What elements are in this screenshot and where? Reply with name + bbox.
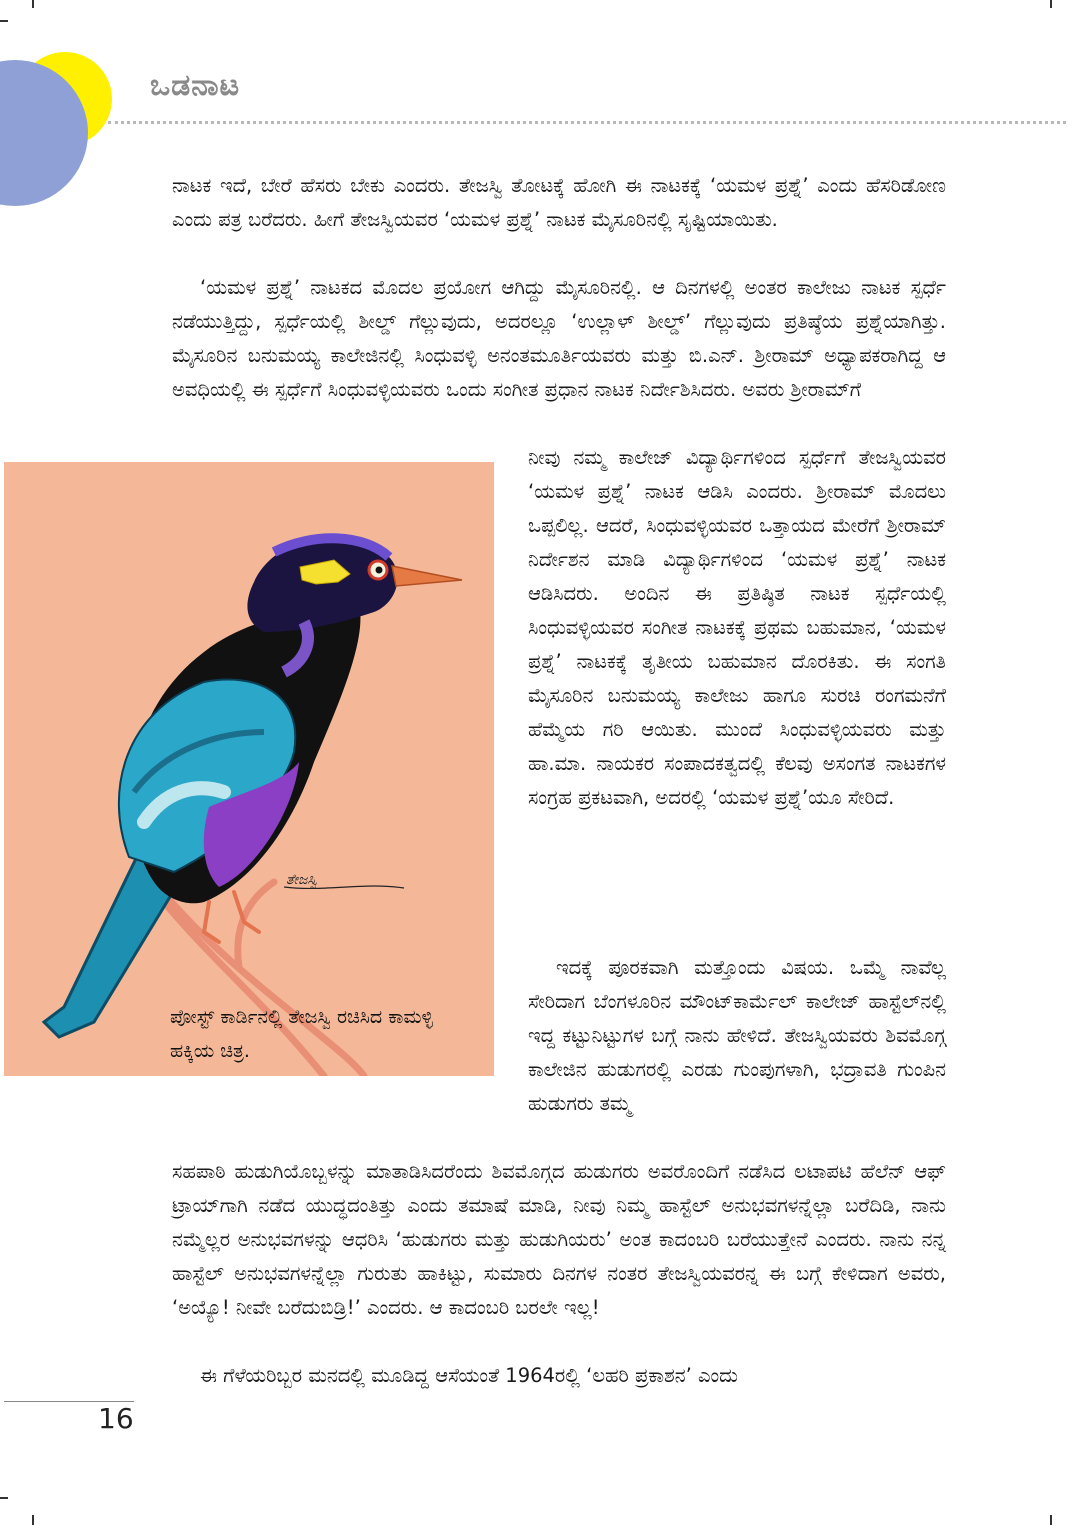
bird-painting [4,462,494,1076]
paragraph-2: ‘ಯಮಳ ಪ್ರಶ್ನೆ’ ನಾಟಕದ ಮೊದಲ ಪ್ರಯೋಗ ಆಗಿದ್ದು ಮೈಸೂರಿನಲ್ಲಿ. ಆ ದಿನಗಳಲ್ಲಿ ಅಂತರ ಕಾಲೇಜು ನಾಟಕ ಸ್ಪರ್ಧೆ ನಡೆಯುತ್ತಿದ್ದು, ಸ್ಪರ್ಧೆಯಲ್ಲಿ ಶೀಲ್ಡ್ ಗೆಲ್ಲುವುದು, ಅದರಲ್ಲೂ ‘ಉಲ್ಲಾಳ್ ಶೀಲ್ಡ್’ ಗೆಲ್ಲುವುದು ಪ್ರತಿಷ್ಠೆಯ ಪ್ರಶ್ನೆಯಾಗಿತ್ತು. ಮೈಸೂರಿನ ಬನುಮಯ್ಯ ಕಾಲೇಜಿನಲ್ಲಿ ಸಿಂಧುವಳ್ಳಿ ಅನಂತಮೂರ್ತಿಯವರು ಮತ್ತು ಬಿ.ಎನ್. ಶ್ರೀರಾಮ್ ಅಧ್ಯಾಪಕರಾಗಿದ್ದ ಆ ಅವಧಿಯಲ್ಲಿ ಈ ಸ್ಪರ್ಧೆಗೆ ಸಿಂಧುವಳ್ಳಿಯವರು ಒಂದು ಸಂಗೀತ ಪ್ರಧಾನ ನಾಟಕ ನಿರ್ದೇಶಿಸಿದರು. ಅವರು ಶ್ರೀರಾಮ್‌ಗೆ [172,276,946,401]
page-header-title: ಒಡನಾಟ [150,68,241,103]
paragraph-1: ನಾಟಕ ಇದೆ, ಬೇರೆ ಹೆಸರು ಬೇಕು ಎಂದರು. ತೇಜಸ್ವಿ ತೋಟಕ್ಕೆ ಹೋಗಿ ಈ ನಾಟಕಕ್ಕೆ ‘ಯಮಳ ಪ್ರಶ್ನೆ’ ಎಂದು ಹೆಸರಿಡೋಣ ಎಂದು ಪತ್ರ ಬರೆದರು. ಹೀಗೆ ತೇಜಸ್ವಿಯವರ ‘ಯಮಳ ಪ್ರಶ್ನೆ’ ನಾಟಕ ಮೈಸೂರಿನಲ್ಲಿ ಸೃಷ್ಟಿಯಾಯಿತು. [172,174,946,231]
paragraph-3: ನೀವು ನಮ್ಮ ಕಾಲೇಜ್ ವಿದ್ಯಾರ್ಥಿಗಳಿಂದ ಸ್ಪರ್ಧೆಗೆ ತೇಜಸ್ವಿಯವರ ‘ಯಮಳ ಪ್ರಶ್ನೆ’ ನಾಟಕ ಆಡಿಸಿ ಎಂದರು. ಶ್ರೀರಾಮ್ ಮೊದಲು ಒಪ್ಪಲಿಲ್ಲ. ಆದರೆ, ಸಿಂಧುವಳ್ಳಿಯವರ ಒತ್ತಾಯದ ಮೇರೆಗೆ ಶ್ರೀರಾಮ್ ನಿರ್ದೇಶನ ಮಾಡಿ ವಿದ್ಯಾರ್ಥಿಗಳಿಂದ ‘ಯಮಳ ಪ್ರಶ್ನೆ’ ನಾಟಕ ಆಡಿಸಿದರು. ಅಂದಿನ ಈ ಪ್ರತಿಷ್ಠಿತ ನಾಟಕ ಸ್ಪರ್ಧೆಯಲ್ಲಿ ಸಿಂಧುವಳ್ಳಿಯವರ ಸಂಗೀತ ನಾಟಕಕ್ಕೆ ಪ್ರಥಮ ಬಹುಮಾನ, ‘ಯಮಳ ಪ್ರಶ್ನೆ’ ನಾಟಕಕ್ಕೆ ತೃತೀಯ ಬಹುಮಾನ ದೊರಕಿತು. ಈ ಸಂಗತಿ ಮೈಸೂರಿನ ಬನುಮಯ್ಯ ಕಾಲೇಜು ಹಾಗೂ ಸುರಚಿ ರಂಗಮನೆಗೆ ಹೆಮ್ಮೆಯ ಗರಿ ಆಯಿತು. ಮುಂದೆ ಸಿಂಧುವಳ್ಳಿಯವರು ಮತ್ತು ಹಾ.ಮಾ. ನಾಯಕರ ಸಂಪಾದಕತ್ವದಲ್ಲಿ ಕೆಲವು ಅಸಂಗತ ನಾಟಕಗಳ ಸಂಗ್ರಹ ಪ್ರಕಟವಾಗಿ, ಅದರಲ್ಲಿ ‘ಯಮಳ ಪ್ರಶ್ನೆ’ಯೂ ಸೇರಿದೆ. [528,446,946,809]
paragraph-6: ಈ ಗೆಳೆಯರಿಬ್ಬರ ಮನದಲ್ಲಿ ಮೂಡಿದ್ದ ಆಸೆಯಂತೆ 1964ರಲ್ಲಿ ‘ಲಹರಿ ಪ್ರಕಾಶನ’ ಎಂದು [200,1364,738,1387]
paragraph-4: ಇದಕ್ಕೆ ಪೂರಕವಾಗಿ ಮತ್ತೊಂದು ವಿಷಯ. ಒಮ್ಮೆ ನಾವೆಲ್ಲ ಸೇರಿದಾಗ ಬೆಂಗಳೂರಿನ ಮೌಂಟ್‌ಕಾರ್ಮೆಲ್ ಕಾಲೇಜ್ ಹಾಸ್ಟೆಲ್‌ನಲ್ಲಿ ಇದ್ದ ಕಟ್ಟುನಿಟ್ಟುಗಳ ಬಗ್ಗೆ ನಾನು ಹೇಳಿದೆ. ತೇಜಸ್ವಿಯವರು ಶಿವಮೊಗ್ಗ ಕಾಲೇಜಿನ ಹುಡುಗರಲ್ಲಿ ಎರಡು ಗುಂಪುಗಳಾಗಿ, ಭದ್ರಾವತಿ ಗುಂಪಿನ ಹುಡುಗರು ತಮ್ಮ [528,956,946,1115]
bird-painting-figure [4,462,494,1076]
crop-mark [32,1515,34,1525]
page-number: 16 [98,1402,134,1435]
crop-mark [1050,1515,1052,1525]
figure-caption: ಪೋಸ್ಟ್ ಕಾರ್ಡಿನಲ್ಲಿ ತೇಜಸ್ವಿ ರಚಿಸಿದ ಕಾಮಳ್ಳಿ ಹಕ್ಕಿಯ ಚಿತ್ರ. [170,1006,434,1062]
crop-mark [0,1497,8,1499]
paragraph-5: ಸಹಪಾಠಿ ಹುಡುಗಿಯೊಬ್ಬಳನ್ನು ಮಾತಾಡಿಸಿದರೆಂದು ಶಿವಮೊಗ್ಗದ ಹುಡುಗರು ಅವರೊಂದಿಗೆ ನಡೆಸಿದ ಲಟಾಪಟಿ ಹೆಲೆನ್ ಆಫ್ ಟ್ರಾಯ್‌ಗಾಗಿ ನಡೆದ ಯುದ್ಧದಂತಿತ್ತು ಎಂದು ತಮಾಷೆ ಮಾಡಿ, ನೀವು ನಿಮ್ಮ ಹಾಸ್ಟೆಲ್ ಅನುಭವಗಳನ್ನೆಲ್ಲಾ ಬರೆದಿಡಿ, ನಾನು ನಮ್ಮೆಲ್ಲರ ಅನುಭವಗಳನ್ನು ಆಧರಿಸಿ ‘ಹುಡುಗರು ಮತ್ತು ಹುಡುಗಿಯರು’ ಅಂತ ಕಾದಂಬರಿ ಬರೆಯುತ್ತೇನೆ ಎಂದರು. ನಾನು ನನ್ನ ಹಾಸ್ಟೆಲ್ ಅನುಭವಗಳನ್ನೆಲ್ಲಾ ಗುರುತು ಹಾಕಿಟ್ಟು, ಸುಮಾರು ದಿನಗಳ ನಂತರ ತೇಜಸ್ವಿಯವರನ್ನ ಈ ಬಗ್ಗೆ ಕೇಳಿದಾಗ ಅವರು, ‘ಅಯ್ಯೊ! ನೀವೇ ಬರೆದುಬಿಡ್ರಿ!’ ಎಂದರು. ಆ ಕಾದಂಬರಿ ಬರಲೇ ಇಲ್ಲ! [172,1160,946,1319]
crop-mark [0,20,8,22]
artist-signature: ತೇಜಸ್ವಿ [286,872,318,888]
crop-mark [32,0,34,8]
header-dotted-rule [108,121,1066,124]
crop-mark [1050,0,1052,8]
